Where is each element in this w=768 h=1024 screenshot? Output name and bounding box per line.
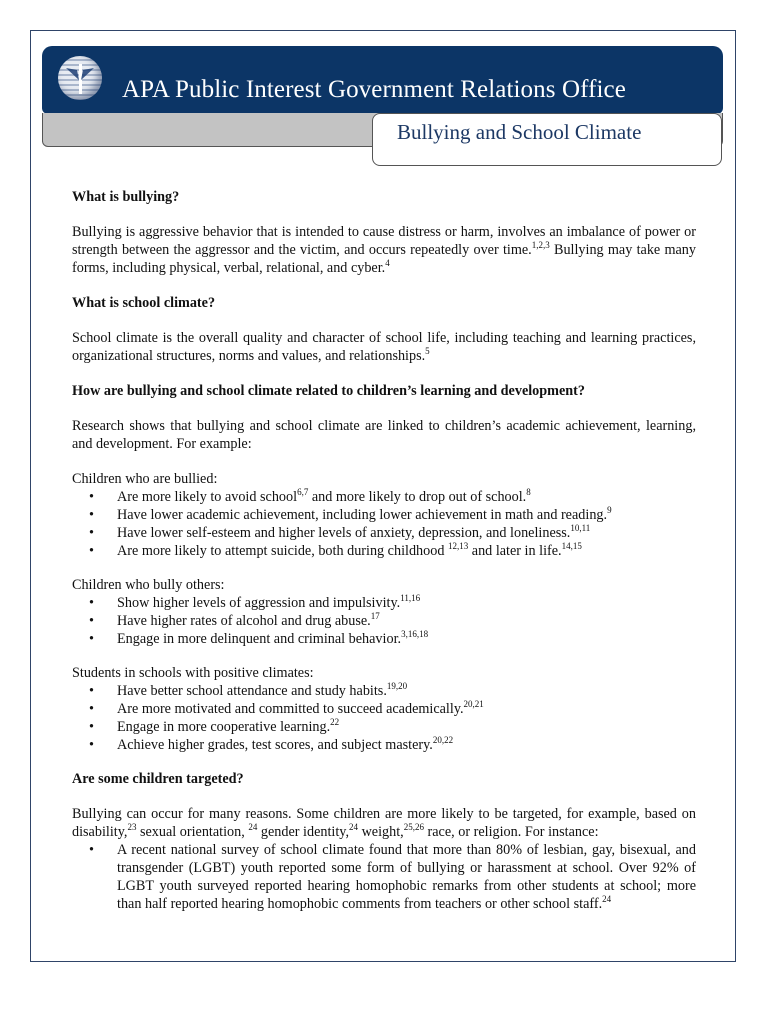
paragraph-targeted: Bullying can occur for many reasons. Some children are more likely to be targeted, for example, based on disability,$^{23}$ sexual orientation, $^{24}$ gender identity,$^{24}$ weight,$^{25,26}$ race, or religion. For instance: bbox=[72, 806, 696, 840]
list-label-positive-climates: Students in schools with positive climates: bbox=[72, 665, 314, 681]
list-item: • Have lower academic achievement, including lower achievement in math and reading.$^9$ bbox=[72, 506, 696, 524]
org-title: APA Public Interest Government Relations Office bbox=[122, 76, 626, 103]
list-positive-climates bbox=[72, 682, 696, 754]
list-item: • A recent national survey of school climate found that more than 80% of lesbian, gay, bisexual, and transgender (LGBT) youth reported some form of bullying or harassment at school. Over 92% of LGBT youth surveyed reported hearing homophobic remarks from other students at school; more than half reported hearing homophobic comments from teachers or other school staff.$^{24}$ bbox=[72, 841, 696, 913]
list-label-bully-others: Children who bully others: bbox=[72, 577, 225, 593]
list-item: • Have better school attendance and study habits.$^{19,20}$ bbox=[72, 682, 696, 700]
heading-children-targeted: Are some children targeted? bbox=[72, 771, 244, 787]
list-label-bullied: Children who are bullied: bbox=[72, 471, 218, 487]
list-item: • Are more likely to attempt suicide, both during childhood $^{12,13}$ and later in life.$^{14,15}$ bbox=[72, 542, 696, 560]
list-item: • Engage in more cooperative learning.$^{22}$ bbox=[72, 718, 696, 736]
list-item: • Achieve higher grades, test scores, and subject mastery.$^{20,22}$ bbox=[72, 736, 696, 754]
paragraph-bullying-definition: Bullying is aggressive behavior that is intended to cause distress or harm, involves an imbalance of power or strength between the aggressor and the victim, and occurs repeatedly over time.$^{1,2,3}$ Bullying may take many forms, including physical, verbal, relational, and cyber.$^4$ bbox=[72, 224, 696, 276]
heading-what-is-bullying: What is bullying? bbox=[72, 189, 180, 205]
document-body bbox=[72, 188, 696, 913]
list-bullied bbox=[72, 488, 696, 560]
paragraph-research-intro: Research shows that bullying and school climate are linked to children’s academic achievement, learning, and development. For example: bbox=[72, 418, 696, 452]
list-item: • Engage in more delinquent and criminal behavior.$^{3,16,18}$ bbox=[72, 630, 696, 648]
list-bully-others bbox=[72, 594, 696, 648]
list-item: • Have lower self-esteem and higher levels of anxiety, depression, and loneliness.$^{10,11}$ bbox=[72, 524, 696, 542]
list-item: • Show higher levels of aggression and impulsivity.$^{11,16}$ bbox=[72, 594, 696, 612]
list-item: • Are more likely to avoid school$^{6,7}$ and more likely to drop out of school.$^8$ bbox=[72, 488, 696, 506]
apa-psi-globe-icon bbox=[58, 56, 102, 100]
list-targeted bbox=[72, 841, 696, 913]
heading-bullying-climate-related: How are bullying and school climate related to children’s learning and development? bbox=[72, 383, 585, 399]
list-item: • Are more motivated and committed to succeed academically.$^{20,21}$ bbox=[72, 700, 696, 718]
list-item: • Have higher rates of alcohol and drug abuse.$^{17}$ bbox=[72, 612, 696, 630]
document-title: Bullying and School Climate bbox=[397, 120, 642, 144]
paragraph-school-climate-definition: School climate is the overall quality and character of school life, including teaching and learning practices, organizational structures, norms and values, and relationships.$^5$ bbox=[72, 330, 696, 364]
heading-what-is-school-climate: What is school climate? bbox=[72, 295, 216, 311]
